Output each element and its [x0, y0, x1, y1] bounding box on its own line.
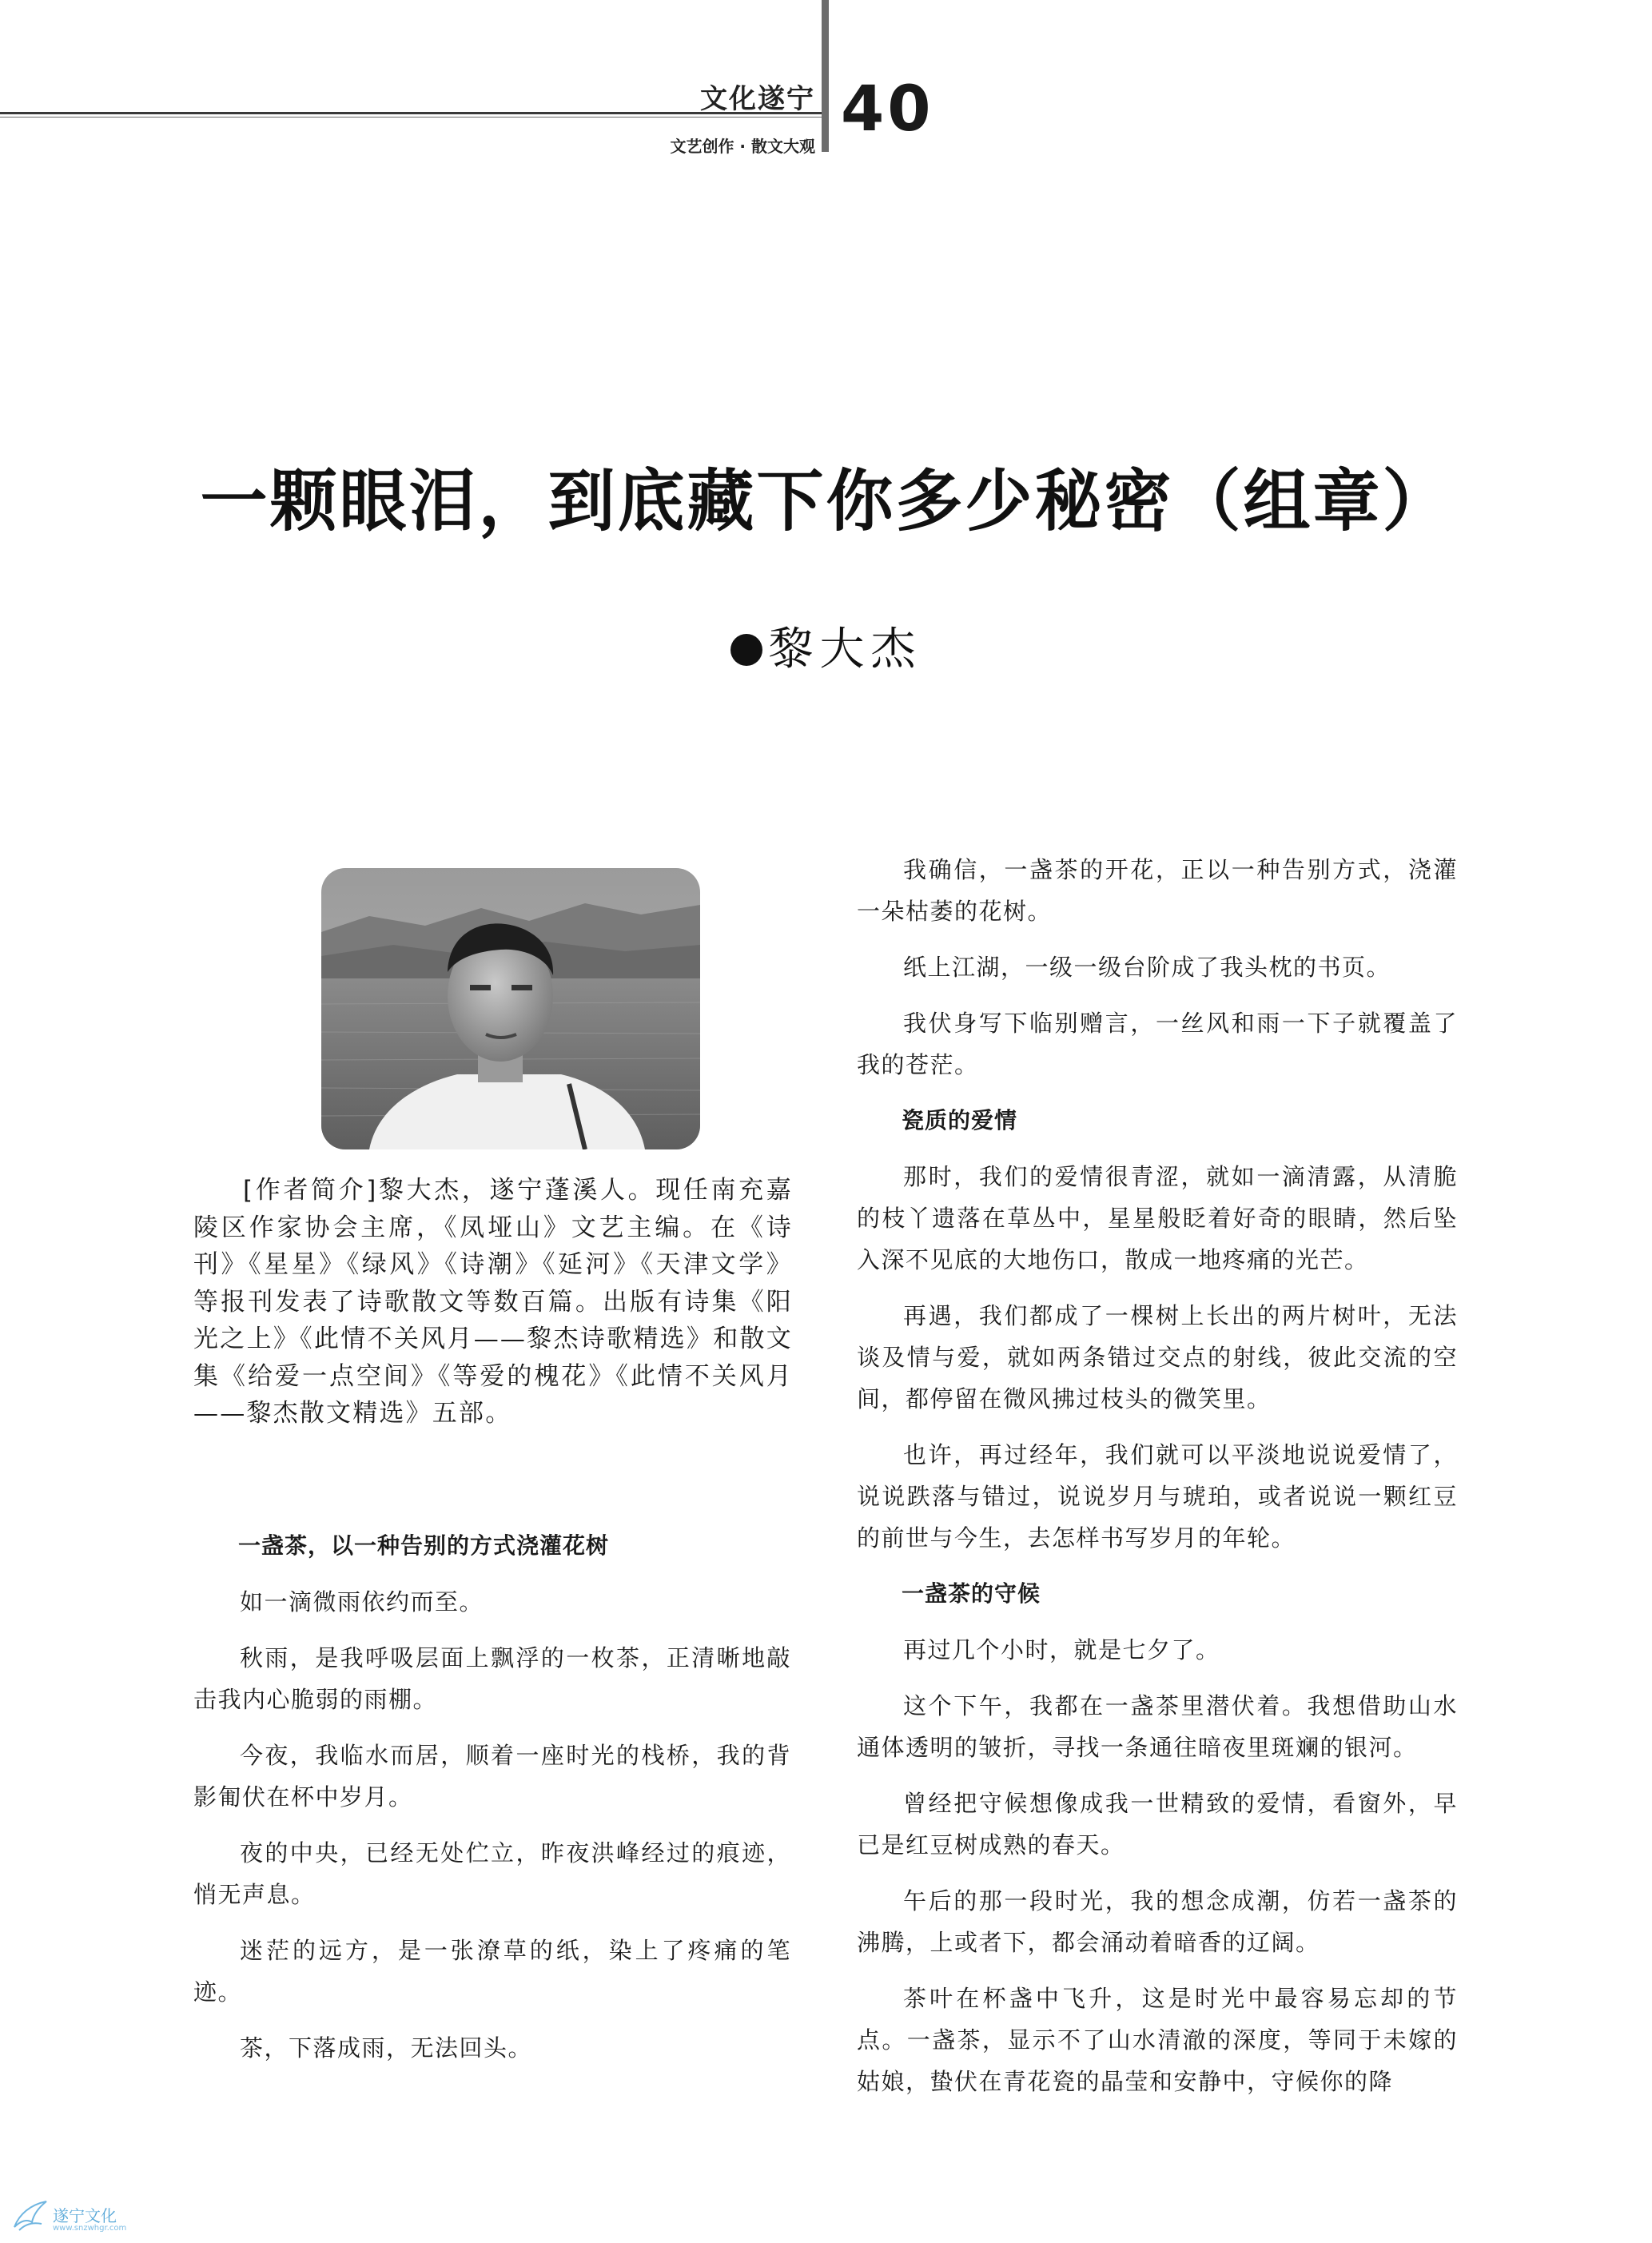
paragraph: 夜的中央，已经无处伫立，昨夜洪峰经过的痕迹，悄无声息。 [193, 1839, 791, 1908]
bio-text: 黎大杰，遂宁蓬溪人。现任南充嘉陵区作家协会主席，《凤垭山》文艺主编。在《诗刊》《星星》《绿风》《诗潮》《延河》《天津文学》等报刊发表了诗歌散文等数百篇。出版有诗集《阳光之上》《此情不关风月——黎杰诗歌精选》和散文集《给爱一点空间》《等爱的槐花》《此情不关风月——黎杰散文精选》五部。 [193, 1176, 794, 1428]
paragraph: 茶叶在杯盏中飞升，这是时光中最容易忘却的节点。一盏茶，显示不了山水清澈的深度，等同于未嫁的姑娘，蛰伏在青花瓷的晶莹和安静中，守候你的降 [857, 1985, 1458, 2095]
page-number: 40 [841, 74, 934, 145]
section-name: 文艺创作 · 散文大观 [670, 137, 815, 156]
paragraph: 纸上江湖，一级一级台阶成了我头枕的书页。 [903, 954, 1391, 981]
left-column [193, 1525, 791, 2083]
filled-circle-icon [730, 634, 762, 666]
header-vertical-bar [822, 0, 829, 152]
paragraph: 秋雨，是我呼吸层面上飘浮的一枚茶，正清晰地敲击我内心脆弱的雨棚。 [193, 1644, 791, 1713]
paragraph: 我确信，一盏茶的开花，正以一种告别方式，浇灌一朵枯萎的花树。 [857, 856, 1458, 925]
article-title: 一颗眼泪，到底藏下你多少秘密（组章） [200, 462, 1452, 540]
column-name: 文化遂宁 [700, 83, 815, 115]
header-column-info [623, 77, 815, 157]
bio-label: [作者简介] [243, 1176, 378, 1205]
paragraph: 也许，再过经年，我们就可以平淡地说说爱情了，说说跌落与错过，说说岁月与琥珀，或者说说一颗红豆的前世与今生，去怎样书写岁月的年轮。 [857, 1441, 1458, 1552]
paragraph: 再遇，我们都成了一棵树上长出的两片树叶，无法谈及情与爱，就如两条错过交点的射线，彼此交流的空间，都停留在微风拂过枝头的微笑里。 [857, 1302, 1458, 1412]
author-line [0, 614, 1652, 678]
paragraph: 那时，我们的爱情很青涩，就如一滴清露，从清脆的枝丫遗落在草丛中，星星般眨着好奇的眼睛，然后坠入深不见底的大地伤口，散成一地疼痛的光芒。 [857, 1163, 1458, 1273]
author-photo-image [321, 868, 700, 1149]
right-column [857, 849, 1458, 2117]
paragraph: 这个下午，我都在一盏茶里潜伏着。我想借助山水通体透明的皱折，寻找一条通往暗夜里斑斓的银河。 [857, 1692, 1458, 1761]
section-heading: 一盏茶，以一种告别的方式浇灌花树 [238, 1532, 610, 1559]
bio-paragraph [193, 1172, 793, 1432]
paragraph: 午后的那一段时光，我的想念成潮，仿若一盏茶的沸腾，上或者下，都会涌动着暗香的辽阔。 [857, 1887, 1458, 1956]
paragraph: 曾经把守候想像成我一世精致的爱情，看窗外，早已是红豆树成熟的春天。 [857, 1790, 1458, 1859]
author-name: 黎大杰 [768, 623, 922, 675]
paragraph: 今夜，我临水而居，顺着一座时光的栈桥，我的背影匍伏在杯中岁月。 [193, 1742, 791, 1811]
paragraph: 茶，下落成雨，无法回头。 [240, 2034, 533, 2062]
paragraph: 我伏身写下临别赠言，一丝风和雨一下子就覆盖了我的苍茫。 [857, 1010, 1458, 1078]
section-heading: 一盏茶的守候 [902, 1580, 1041, 1607]
watermark [11, 2198, 227, 2238]
author-bio [193, 1172, 793, 1432]
watermark-name: 遂宁文化 [53, 2206, 117, 2225]
section-heading: 瓷质的爱情 [902, 1107, 1018, 1133]
watermark-url: www.snzwhgr.com [53, 2224, 127, 2233]
wing-logo-icon [11, 2198, 50, 2233]
paragraph: 迷茫的远方，是一张潦草的纸，染上了疼痛的笔迹。 [193, 1937, 791, 2006]
paragraph: 如一滴微雨依约而至。 [240, 1588, 484, 1616]
paragraph: 再过几个小时，就是七夕了。 [903, 1636, 1220, 1663]
author-photo [321, 868, 700, 1149]
